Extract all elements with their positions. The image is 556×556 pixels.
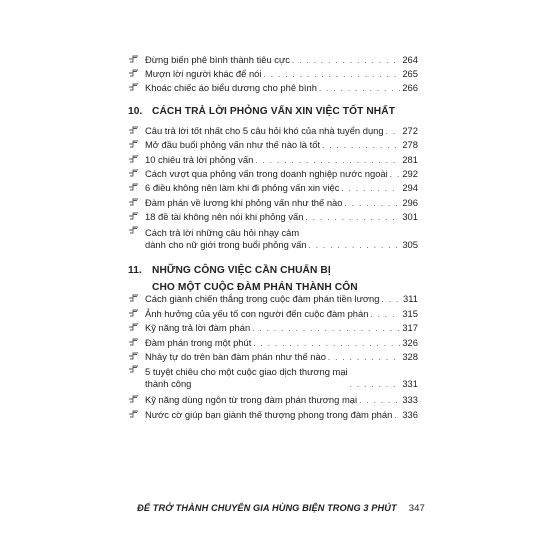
toc-entry-page: 301 — [402, 211, 418, 222]
toc-entry-title: Đừng biến phê bình thành tiêu cực — [145, 54, 290, 65]
leader-dots — [386, 126, 401, 137]
toc-entry[interactable] — [128, 80, 418, 94]
toc-entry-page: 336 — [402, 409, 418, 420]
pointing-hand-icon — [128, 81, 140, 91]
pointing-hand-icon — [128, 408, 140, 418]
pointing-hand-icon — [128, 210, 140, 220]
chapter-number: 10. — [128, 106, 143, 117]
leader-dots — [255, 155, 400, 166]
pointing-hand-icon — [128, 321, 140, 331]
leader-dots — [319, 83, 400, 94]
pointing-hand-icon — [128, 124, 140, 134]
toc-entry[interactable] — [128, 166, 418, 180]
pointing-hand-icon — [128, 336, 140, 346]
chapter-title-line2: CHO MỘT CUỘC ĐÀM PHÁN THÀNH CÔN — [152, 282, 358, 293]
toc-entry-title: Cách giành chiến thắng trong cuộc đàm phán tiền lương — [145, 293, 380, 304]
leader-dots — [390, 169, 401, 180]
toc-entry[interactable] — [128, 137, 418, 151]
toc-entry-page: 294 — [402, 182, 418, 193]
toc-entry[interactable] — [128, 349, 418, 363]
toc-entry-title-line1: 5 tuyệt chiêu cho một cuộc giao dịch thương mại — [145, 366, 348, 377]
toc-entry[interactable] — [128, 392, 418, 406]
leader-dots — [292, 55, 400, 66]
toc-entry[interactable] — [128, 152, 418, 166]
toc-entry-page: 333 — [402, 394, 418, 405]
toc-entry-page: 265 — [402, 68, 418, 79]
toc-entry[interactable] — [128, 209, 418, 223]
toc-entry-title: Mượn lời người khác để nói — [145, 68, 262, 79]
toc-entry-title: Khoác chiếc áo biểu dương cho phê bình — [145, 82, 317, 93]
toc-entry-page: 331 — [402, 378, 418, 389]
pointing-hand-icon — [128, 224, 140, 234]
toc-entry-page: 292 — [402, 168, 418, 179]
page-footer — [137, 498, 425, 518]
toc-entry-title: Mở đầu buổi phỏng vấn như thế nào là tốt — [145, 139, 321, 150]
toc-entry-title: Nhảy tự do trên bàn đàm phán như thế nào — [145, 351, 326, 362]
toc-entry-page: 266 — [402, 82, 418, 93]
leader-dots — [263, 69, 400, 80]
chapter-heading — [128, 103, 395, 120]
pointing-hand-icon — [128, 167, 140, 177]
pointing-hand-icon — [128, 393, 140, 403]
leader-dots — [309, 240, 401, 251]
toc-entry-page: 315 — [402, 308, 418, 319]
chapter-number: 11. — [128, 265, 142, 276]
pointing-hand-icon — [128, 53, 140, 63]
toc-entry-title — [145, 227, 307, 251]
toc-entry[interactable] — [128, 223, 418, 251]
toc-entry-title: Câu trả lời tốt nhất cho 5 câu hỏi khó của nhà tuyển dụng — [145, 125, 384, 136]
leader-dots — [359, 395, 400, 406]
leader-dots — [370, 309, 400, 320]
toc-entry-page: 328 — [402, 351, 418, 362]
toc-entry-title: Đàm phán về lương khi phỏng vấn như thế nào — [145, 197, 343, 208]
toc-entry-title: Đàm phán trong một phút — [145, 337, 252, 348]
toc-entry[interactable] — [128, 362, 418, 390]
chapter-title: CÁCH TRẢ LỜI PHỎNG VẤN XIN VIỆC TỐT NHẤT — [152, 106, 396, 117]
toc-entry-title: Kỹ năng dùng ngôn từ trong đàm phán thương mại — [145, 394, 358, 405]
toc-entry-page: 281 — [402, 154, 418, 165]
toc-entry-page: 296 — [402, 197, 418, 208]
leader-dots — [350, 379, 401, 390]
toc-entry-title: 10 chiêu trả lời phỏng vấn — [145, 154, 254, 165]
toc-entry-title-line1: Cách trả lời những câu hỏi nhạy cảm — [145, 227, 300, 238]
toc-entry-title: Nước cờ giúp bạn giành thế thượng phong trong đàm phán — [145, 409, 393, 420]
running-title: ĐỂ TRỞ THÀNH CHUYÊN GIA HÙNG BIỆN TRONG 3 PHÚT — [137, 503, 397, 513]
toc-entry-title — [145, 366, 348, 390]
chapter-title-line1: NHỮNG CÔNG VIỆC CẦN CHUẨN BỊ — [152, 265, 331, 276]
toc-entry-page: 317 — [402, 322, 418, 333]
toc-entry[interactable] — [128, 52, 418, 66]
pointing-hand-icon — [128, 181, 140, 191]
toc-entry[interactable] — [128, 320, 418, 334]
pointing-hand-icon — [128, 292, 140, 302]
pointing-hand-icon — [128, 196, 140, 206]
toc-entry-title: Cách vượt qua phỏng vấn trong doanh nghiệp nước ngoài — [145, 168, 388, 179]
pointing-hand-icon — [128, 153, 140, 163]
toc-entry-title-line2: dành cho nữ giới trong buổi phỏng vấn — [145, 239, 307, 250]
leader-dots — [322, 140, 400, 151]
pointing-hand-icon — [128, 138, 140, 148]
toc-entry[interactable] — [128, 66, 418, 80]
toc-entry-page: 305 — [402, 239, 418, 250]
toc-entry-page: 272 — [402, 125, 418, 136]
leader-dots — [305, 212, 400, 223]
toc-entry[interactable] — [128, 306, 418, 320]
leader-dots — [394, 410, 400, 421]
toc-entry-title: 6 điều không nên làm khi đi phỏng vấn xin việc — [145, 182, 340, 193]
toc-entry[interactable] — [128, 180, 418, 194]
toc-entry[interactable] — [128, 407, 418, 421]
toc-entry-title: Ảnh hưởng của yếu tố con người đến cuộc đàm phán — [145, 308, 369, 319]
toc-entry-page: 326 — [402, 337, 418, 348]
toc-entry[interactable] — [128, 195, 418, 209]
toc-entry-title-line2: thành công — [145, 378, 192, 389]
leader-dots — [341, 183, 400, 194]
leader-dots — [381, 294, 401, 305]
toc-entry[interactable] — [128, 291, 418, 305]
pointing-hand-icon — [128, 307, 140, 317]
leader-dots — [253, 338, 400, 349]
toc-entry-page: 278 — [402, 139, 418, 150]
pointing-hand-icon — [128, 363, 140, 373]
leader-dots — [344, 198, 400, 209]
toc-entry[interactable] — [128, 335, 418, 349]
leader-dots — [252, 323, 400, 334]
pointing-hand-icon — [128, 67, 140, 77]
pointing-hand-icon — [128, 350, 140, 360]
toc-entry-page: 264 — [402, 54, 418, 65]
page-number: 347 — [408, 502, 425, 514]
toc-entry-title: Kỹ năng trả lời đàm phán — [145, 322, 251, 333]
toc-entry-page: 311 — [403, 293, 418, 304]
toc-entry[interactable] — [128, 123, 418, 137]
toc-entry-title: 18 đề tài không nên nói khi phỏng vấn — [145, 211, 304, 222]
